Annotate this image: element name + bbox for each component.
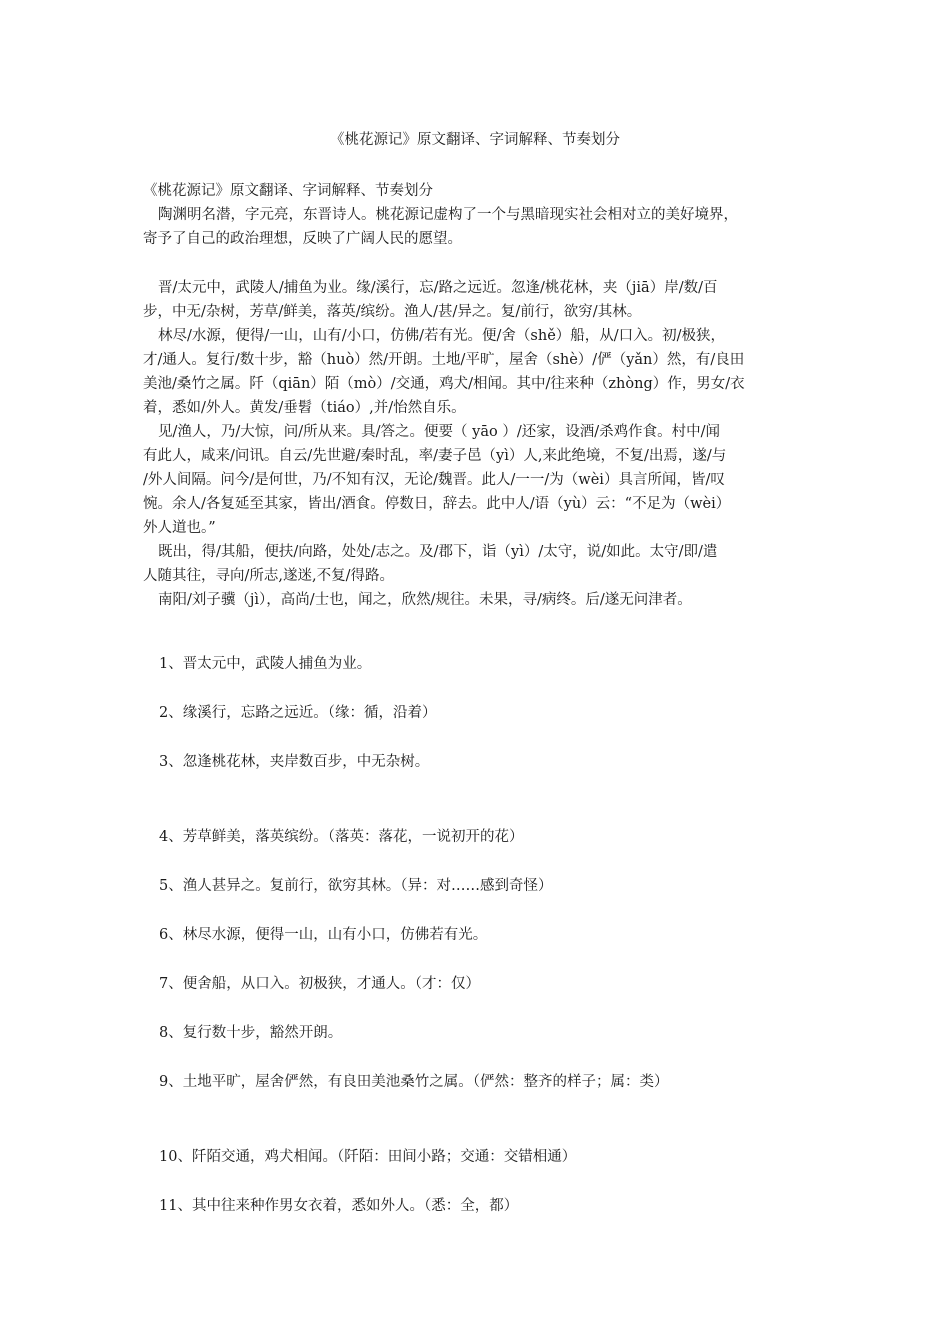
notes-list	[159, 652, 815, 1243]
text-line: 林尽/水源，便得/一山，山有/小口，仿佛/若有光。便/舍（shě）船，从/口入。初/极狭，	[158, 328, 726, 344]
note-item: 6、林尽水源，便得一山，山有小口，仿佛若有光。	[159, 927, 488, 943]
document-title: 《桃花源记》原文翻译、字词解释、节奏划分	[330, 132, 620, 148]
original-text-section	[143, 276, 815, 612]
intro-section	[143, 179, 815, 251]
note-item: 10、阡陌交通，鸡犬相闻。（阡陌：田间小路；交通：交错相通）	[159, 1149, 577, 1165]
text-line: 着，悉如/外人。黄发/垂髫（tiáo）,并/怡然自乐。	[143, 400, 466, 416]
note-item: 8、复行数十步，豁然开朗。	[159, 1025, 343, 1041]
intro-line: 寄予了自己的政治理想，反映了广阔人民的愿望。	[143, 231, 462, 247]
intro-line: 陶渊明名潜，字元亮，东晋诗人。桃花源记虚构了一个与黑暗现实社会相对立的美好境界，	[158, 207, 738, 223]
note-item: 5、渔人甚异之。复前行，欲穷其林。（异：对……感到奇怪）	[159, 878, 553, 894]
text-line: /外人间隔。问今/是何世，乃/不知有汉，无论/魏晋。此人/一一/为（wèi）具言所闻，皆/叹	[143, 472, 725, 488]
note-item: 2、缘溪行，忘路之远近。（缘：循，沿着）	[159, 705, 437, 721]
text-line: 才/通人。复行/数十步，豁（huò）然/开朗。土地/平旷，屋舍（shè）/俨（yǎn）然，有/良田	[143, 352, 745, 368]
text-line: 步，中无/杂树，芳草/鲜美，落英/缤纷。渔人/甚/异之。复/前行，欲穷/其林。	[143, 304, 642, 320]
text-line: 有此人，咸来/问讯。自云/先世避/秦时乱，率/妻子邑（yì）人,来此绝境，不复/出焉，遂/与	[143, 448, 727, 464]
note-item: 9、土地平旷，屋舍俨然，有良田美池桑竹之属。（俨然：整齐的样子；属：类）	[159, 1074, 669, 1090]
note-item: 3、忽逢桃花林，夹岸数百步，中无杂树。	[159, 754, 430, 770]
text-line: 南阳/刘子骥（jì），高尚/士也，闻之，欣然/规往。未果，寻/病终。后/遂无问津者。	[158, 592, 692, 608]
note-item: 11、其中往来种作男女衣着，悉如外人。（悉：全，都）	[159, 1198, 519, 1214]
text-line: 晋/太元中，武陵人/捕鱼为业。缘/溪行，忘/路之远近。忽逢/桃花林，夹（jiā）岸/数/百	[158, 280, 718, 296]
text-line: 人随其往，寻向/所志,遂迷,不复/得路。	[143, 568, 394, 584]
note-item: 7、便舍船，从口入。初极狭，才通人。（才：仅）	[159, 976, 480, 992]
text-line: 外人道也。”	[143, 520, 216, 536]
text-line: 见/渔人，乃/大惊，问/所从来。具/答之。便要（ yāo ）/还家，设酒/杀鸡作食。村中/闻	[158, 424, 720, 440]
intro-heading: 《桃花源记》原文翻译、字词解释、节奏划分	[143, 183, 433, 199]
note-item: 4、芳草鲜美，落英缤纷。（落英：落花，一说初开的花）	[159, 829, 524, 845]
note-item: 1、晋太元中，武陵人捕鱼为业。	[159, 656, 372, 672]
text-line: 惋。余人/各复延至其家，皆出/酒食。停数日，辞去。此中人/语（yù）云：“不足为（wèi）	[143, 496, 731, 512]
text-line: 既出，得/其船，便扶/向路，处处/志之。及/郡下，诣（yì）/太守，说/如此。太守/即/遣	[158, 544, 718, 560]
text-line: 美池/桑竹之属。阡（qiān）陌（mò）/交通，鸡犬/相闻。其中/往来种（zhòng）作，男女/衣	[143, 376, 745, 392]
